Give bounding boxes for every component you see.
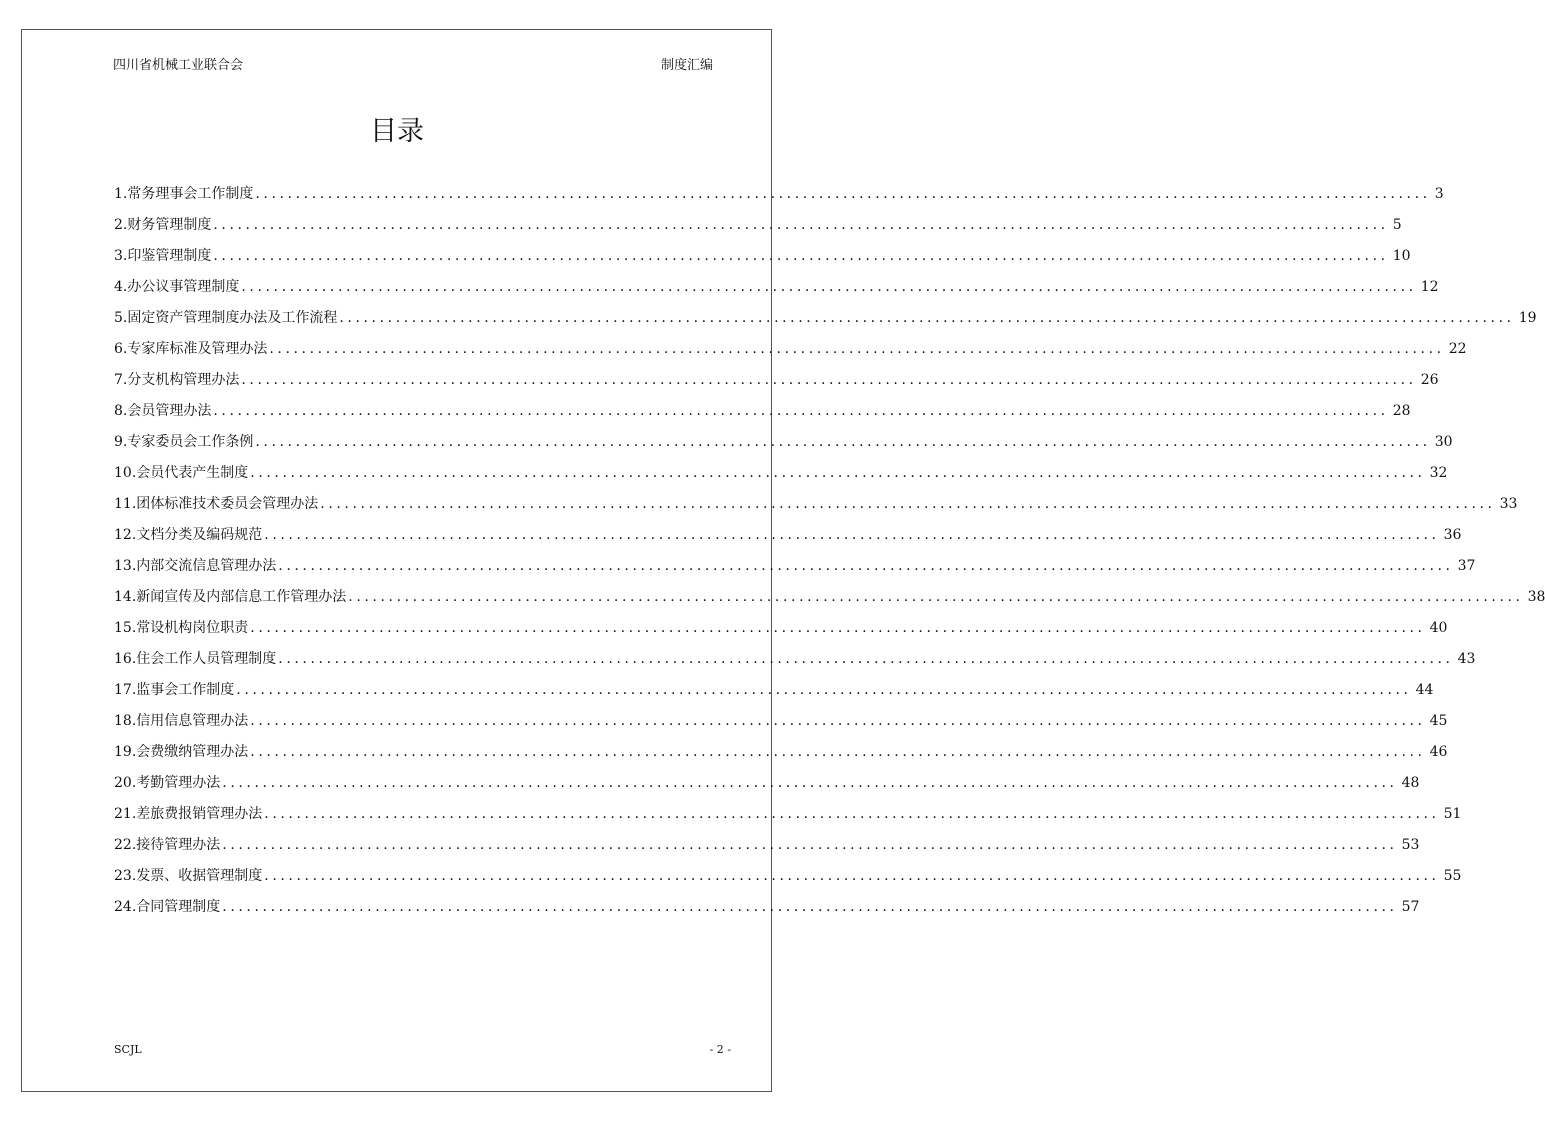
- toc-entry[interactable]: [114, 742, 1448, 773]
- header-collection-title: 制度汇编: [660, 58, 713, 73]
- toc-entry-page-number: 22: [1448, 341, 1467, 357]
- toc-entry-page-number: 33: [1499, 496, 1518, 512]
- toc-dot-leader: ..................................................................................................................................................: [250, 465, 1426, 481]
- toc-entry-title: 6.专家库标准及管理办法: [114, 341, 268, 357]
- toc-entry-title: 20.考勤管理办法: [114, 775, 221, 791]
- toc-entry-page-number: 55: [1443, 868, 1462, 884]
- toc-entry-title: 13.内部交流信息管理办法: [114, 558, 277, 574]
- toc-entry[interactable]: [114, 184, 1444, 215]
- toc-dot-leader: ..................................................................................................................................................: [236, 682, 1412, 698]
- toc-entry-page-number: 45: [1429, 713, 1448, 729]
- toc-entry-page-number: 48: [1401, 775, 1420, 791]
- toc-entry[interactable]: [114, 463, 1448, 494]
- toc-entry-title: 22.接待管理办法: [114, 837, 221, 853]
- toc-entry-page-number: 38: [1527, 589, 1545, 605]
- toc-entry-page-number: 5: [1392, 217, 1402, 233]
- toc-entry-page-number: 57: [1401, 899, 1420, 915]
- toc-dot-leader: ..................................................................................................................................................: [222, 775, 1398, 791]
- toc-entry-title: 23.发票、收据管理制度: [114, 868, 263, 884]
- toc-dot-leader: ..................................................................................................................................................: [264, 868, 1440, 884]
- toc-entry-page-number: 53: [1401, 837, 1420, 853]
- toc-dot-leader: ..................................................................................................................................................: [250, 744, 1426, 760]
- toc-entry-page-number: 40: [1429, 620, 1448, 636]
- toc-dot-leader: ..................................................................................................................................................: [213, 248, 1389, 264]
- toc-dot-leader: ..................................................................................................................................................: [339, 310, 1515, 326]
- footer-code: SCJL: [114, 1043, 142, 1056]
- toc-entry-title: 4.办公议事管理制度: [114, 279, 240, 295]
- toc-entry[interactable]: [114, 804, 1462, 835]
- toc-entry-title: 14.新闻宣传及内部信息工作管理办法: [114, 589, 347, 605]
- toc-entry-page-number: 37: [1457, 558, 1476, 574]
- toc-entry-title: 16.住会工作人员管理制度: [114, 651, 277, 667]
- toc-entry[interactable]: [114, 680, 1434, 711]
- toc-entry[interactable]: [114, 308, 1537, 339]
- toc-dot-leader: ..................................................................................................................................................: [255, 186, 1431, 202]
- toc-entry[interactable]: [114, 525, 1462, 556]
- table-of-contents: [114, 184, 1545, 928]
- toc-dot-leader: ..................................................................................................................................................: [241, 372, 1417, 388]
- toc-dot-leader: ..................................................................................................................................................: [264, 806, 1440, 822]
- toc-dot-leader: ..................................................................................................................................................: [264, 527, 1440, 543]
- toc-entry-title: 21.差旅费报销管理办法: [114, 806, 263, 822]
- toc-dot-leader: ..................................................................................................................................................: [222, 837, 1398, 853]
- toc-entry-title: 15.常设机构岗位职责: [114, 620, 249, 636]
- toc-dot-leader: ..................................................................................................................................................: [250, 620, 1426, 636]
- toc-dot-leader: ..................................................................................................................................................: [278, 558, 1454, 574]
- toc-dot-leader: ..................................................................................................................................................: [213, 403, 1389, 419]
- toc-entry-title: 11.团体标准技术委员会管理办法: [114, 496, 319, 512]
- toc-dot-leader: ..................................................................................................................................................: [241, 279, 1417, 295]
- toc-entry-title: 7.分支机构管理办法: [114, 372, 240, 388]
- toc-dot-leader: ..................................................................................................................................................: [250, 713, 1426, 729]
- toc-entry[interactable]: [114, 773, 1420, 804]
- toc-entry-page-number: 30: [1434, 434, 1453, 450]
- toc-entry-page-number: 26: [1420, 372, 1439, 388]
- toc-dot-leader: ..................................................................................................................................................: [320, 496, 1496, 512]
- toc-entry-title: 12.文档分类及编码规范: [114, 527, 263, 543]
- toc-entry-title: 9.专家委员会工作条例: [114, 434, 254, 450]
- toc-entry[interactable]: [114, 494, 1518, 525]
- toc-dot-leader: ..................................................................................................................................................: [348, 589, 1524, 605]
- toc-entry[interactable]: [114, 246, 1411, 277]
- toc-dot-leader: ..................................................................................................................................................: [269, 341, 1445, 357]
- toc-entry-page-number: 44: [1415, 682, 1434, 698]
- toc-entry-title: 8.会员管理办法: [114, 403, 212, 419]
- toc-entry-page-number: 10: [1392, 248, 1411, 264]
- toc-entry-page-number: 51: [1443, 806, 1462, 822]
- toc-entry[interactable]: [114, 618, 1448, 649]
- toc-entry-title: 1.常务理事会工作制度: [114, 186, 254, 202]
- toc-entry[interactable]: [114, 897, 1420, 928]
- toc-entry[interactable]: [114, 370, 1439, 401]
- toc-entry-title: 17.监事会工作制度: [114, 682, 235, 698]
- toc-dot-leader: ..................................................................................................................................................: [213, 217, 1389, 233]
- header-organization: 四川省机械工业联合会: [113, 58, 244, 73]
- footer-page-number: - 2 -: [709, 1043, 731, 1056]
- toc-entry-page-number: 3: [1434, 186, 1444, 202]
- toc-entry[interactable]: [114, 649, 1476, 680]
- toc-entry[interactable]: [114, 401, 1411, 432]
- toc-entry[interactable]: [114, 215, 1402, 246]
- toc-entry[interactable]: [114, 277, 1439, 308]
- toc-dot-leader: ..................................................................................................................................................: [278, 651, 1454, 667]
- toc-entry-page-number: 12: [1420, 279, 1439, 295]
- toc-entry-page-number: 28: [1392, 403, 1411, 419]
- toc-entry-title: 10.会员代表产生制度: [114, 465, 249, 481]
- page-title: 目录: [370, 116, 424, 147]
- toc-entry[interactable]: [114, 556, 1476, 587]
- toc-entry-page-number: 46: [1429, 744, 1448, 760]
- toc-dot-leader: ..................................................................................................................................................: [255, 434, 1431, 450]
- toc-entry[interactable]: [114, 835, 1420, 866]
- toc-entry-title: 3.印鉴管理制度: [114, 248, 212, 264]
- toc-entry-title: 19.会费缴纳管理办法: [114, 744, 249, 760]
- toc-entry-title: 2.财务管理制度: [114, 217, 212, 233]
- toc-entry-page-number: 32: [1429, 465, 1448, 481]
- toc-entry[interactable]: [114, 866, 1462, 897]
- toc-entry[interactable]: [114, 339, 1467, 370]
- toc-entry[interactable]: [114, 587, 1545, 618]
- toc-entry[interactable]: [114, 432, 1453, 463]
- toc-entry-title: 24.合同管理制度: [114, 899, 221, 915]
- toc-entry-title: 18.信用信息管理办法: [114, 713, 249, 729]
- toc-entry-page-number: 36: [1443, 527, 1462, 543]
- toc-dot-leader: ..................................................................................................................................................: [222, 899, 1398, 915]
- toc-entry[interactable]: [114, 711, 1448, 742]
- toc-entry-page-number: 43: [1457, 651, 1476, 667]
- toc-entry-title: 5.固定资产管理制度办法及工作流程: [114, 310, 338, 326]
- toc-entry-page-number: 19: [1518, 310, 1537, 326]
